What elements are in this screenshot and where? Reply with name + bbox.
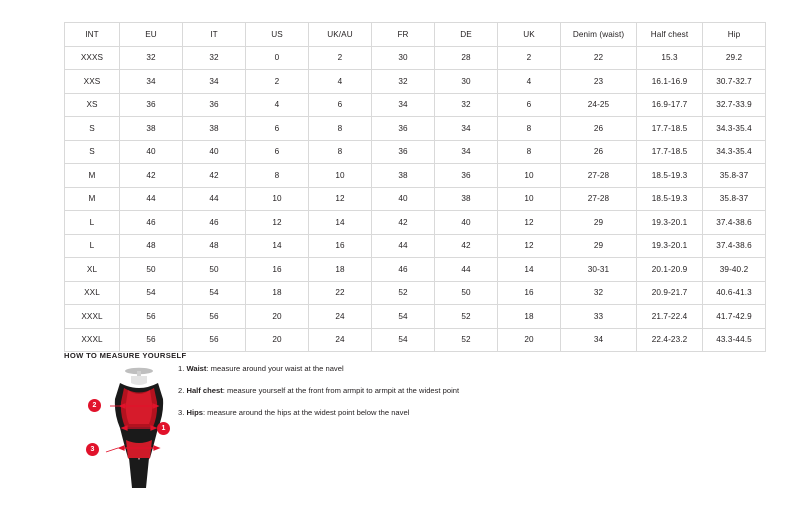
marker-badge-waist: 1	[157, 422, 170, 435]
cell-eu: 56	[120, 328, 183, 352]
cell-half-chest: 15.3	[637, 46, 703, 70]
cell-uk-au: 14	[309, 211, 372, 235]
cell-de: 52	[435, 328, 498, 352]
cell-int: XXXL	[65, 305, 120, 329]
instruction-term: Hips	[186, 408, 203, 417]
cell-uk-au: 8	[309, 140, 372, 164]
cell-it: 44	[183, 187, 246, 211]
cell-int: XXXS	[65, 46, 120, 70]
cell-int: L	[65, 234, 120, 258]
cell-int: XS	[65, 93, 120, 117]
cell-us: 10	[246, 187, 309, 211]
table-row	[65, 305, 766, 329]
cell-uk: 10	[498, 187, 561, 211]
cell-us: 2	[246, 70, 309, 94]
cell-de: 50	[435, 281, 498, 305]
cell-us: 6	[246, 117, 309, 141]
cell-uk: 10	[498, 164, 561, 188]
cell-eu: 46	[120, 211, 183, 235]
cell-int: XXS	[65, 70, 120, 94]
cell-eu: 40	[120, 140, 183, 164]
table-row	[65, 187, 766, 211]
cell-eu: 50	[120, 258, 183, 282]
cell-it: 56	[183, 305, 246, 329]
instruction-waist	[178, 363, 598, 374]
cell-it: 46	[183, 211, 246, 235]
cell-int: L	[65, 211, 120, 235]
size-chart-container	[64, 22, 752, 352]
cell-denim: 22	[561, 46, 637, 70]
column-header-hip: Hip	[703, 23, 766, 47]
instruction-number: 3.	[178, 408, 185, 417]
cell-de: 44	[435, 258, 498, 282]
table-row	[65, 281, 766, 305]
table-row	[65, 140, 766, 164]
cell-de: 38	[435, 187, 498, 211]
cell-hip: 29.2	[703, 46, 766, 70]
cell-us: 14	[246, 234, 309, 258]
table-row	[65, 70, 766, 94]
column-header-it: IT	[183, 23, 246, 47]
cell-eu: 48	[120, 234, 183, 258]
column-header-eu: EU	[120, 23, 183, 47]
cell-uk: 12	[498, 234, 561, 258]
cell-us: 8	[246, 164, 309, 188]
cell-de: 32	[435, 93, 498, 117]
column-header-de: DE	[435, 23, 498, 47]
cell-uk: 18	[498, 305, 561, 329]
cell-hip: 41.7-42.9	[703, 305, 766, 329]
cell-int: XXXL	[65, 328, 120, 352]
measurement-instructions	[178, 363, 598, 429]
cell-it: 56	[183, 328, 246, 352]
table-row	[65, 46, 766, 70]
cell-de: 42	[435, 234, 498, 258]
cell-us: 18	[246, 281, 309, 305]
cell-half-chest: 18.5-19.3	[637, 187, 703, 211]
cell-int: M	[65, 164, 120, 188]
cell-denim: 33	[561, 305, 637, 329]
cell-denim: 26	[561, 117, 637, 141]
cell-fr: 44	[372, 234, 435, 258]
cell-uk: 4	[498, 70, 561, 94]
cell-fr: 36	[372, 140, 435, 164]
cell-denim: 23	[561, 70, 637, 94]
cell-fr: 54	[372, 305, 435, 329]
cell-half-chest: 19.3-20.1	[637, 211, 703, 235]
cell-uk: 16	[498, 281, 561, 305]
cell-eu: 32	[120, 46, 183, 70]
cell-us: 6	[246, 140, 309, 164]
table-row	[65, 164, 766, 188]
marker-badge-hips: 3	[86, 443, 99, 456]
cell-int: S	[65, 140, 120, 164]
table-header-row	[65, 23, 766, 47]
column-header-half-chest: Half chest	[637, 23, 703, 47]
cell-int: S	[65, 117, 120, 141]
cell-fr: 54	[372, 328, 435, 352]
cell-fr: 42	[372, 211, 435, 235]
cell-de: 34	[435, 140, 498, 164]
cell-half-chest: 20.9-21.7	[637, 281, 703, 305]
cell-hip: 34.3-35.4	[703, 117, 766, 141]
cell-uk-au: 12	[309, 187, 372, 211]
cell-hip: 34.3-35.4	[703, 140, 766, 164]
cell-it: 34	[183, 70, 246, 94]
cell-uk: 20	[498, 328, 561, 352]
cell-fr: 52	[372, 281, 435, 305]
cell-uk-au: 8	[309, 117, 372, 141]
cell-hip: 37.4-38.6	[703, 234, 766, 258]
cell-eu: 36	[120, 93, 183, 117]
cell-half-chest: 22.4-23.2	[637, 328, 703, 352]
cell-denim: 24-25	[561, 93, 637, 117]
cell-uk: 14	[498, 258, 561, 282]
cell-uk-au: 22	[309, 281, 372, 305]
cell-de: 52	[435, 305, 498, 329]
cell-it: 42	[183, 164, 246, 188]
table-row	[65, 93, 766, 117]
cell-eu: 54	[120, 281, 183, 305]
table-row	[65, 211, 766, 235]
cell-uk-au: 16	[309, 234, 372, 258]
instruction-term: Waist	[186, 364, 207, 373]
cell-us: 0	[246, 46, 309, 70]
cell-half-chest: 18.5-19.3	[637, 164, 703, 188]
cell-uk: 8	[498, 117, 561, 141]
table-row	[65, 117, 766, 141]
cell-half-chest: 16.9-17.7	[637, 93, 703, 117]
cell-it: 38	[183, 117, 246, 141]
cell-us: 4	[246, 93, 309, 117]
cell-us: 12	[246, 211, 309, 235]
cell-eu: 44	[120, 187, 183, 211]
table-row	[65, 258, 766, 282]
cell-fr: 36	[372, 117, 435, 141]
instruction-text: : measure yourself at the front from armpit to armpit at the widest point	[222, 386, 460, 395]
cell-int: XL	[65, 258, 120, 282]
cell-denim: 29	[561, 211, 637, 235]
cell-de: 36	[435, 164, 498, 188]
cell-denim: 30-31	[561, 258, 637, 282]
cell-hip: 35.8-37	[703, 187, 766, 211]
cell-it: 48	[183, 234, 246, 258]
cell-uk: 6	[498, 93, 561, 117]
marker-badge-half-chest: 2	[88, 399, 101, 412]
cell-hip: 43.3-44.5	[703, 328, 766, 352]
cell-hip: 35.8-37	[703, 164, 766, 188]
cell-eu: 56	[120, 305, 183, 329]
column-header-uk: UK	[498, 23, 561, 47]
cell-it: 40	[183, 140, 246, 164]
cell-uk-au: 24	[309, 305, 372, 329]
column-header-us: US	[246, 23, 309, 47]
cell-half-chest: 17.7-18.5	[637, 117, 703, 141]
cell-eu: 42	[120, 164, 183, 188]
cell-uk: 8	[498, 140, 561, 164]
instruction-text: : measure around the hips at the widest point below the navel	[202, 408, 410, 417]
cell-uk-au: 4	[309, 70, 372, 94]
cell-uk-au: 6	[309, 93, 372, 117]
cell-half-chest: 16.1-16.9	[637, 70, 703, 94]
size-chart-body	[65, 46, 766, 352]
cell-hip: 32.7-33.9	[703, 93, 766, 117]
cell-uk-au: 10	[309, 164, 372, 188]
size-chart-table	[64, 22, 766, 352]
cell-denim: 26	[561, 140, 637, 164]
cell-fr: 32	[372, 70, 435, 94]
cell-de: 28	[435, 46, 498, 70]
cell-denim: 27-28	[561, 187, 637, 211]
cell-half-chest: 19.3-20.1	[637, 234, 703, 258]
cell-de: 40	[435, 211, 498, 235]
cell-fr: 34	[372, 93, 435, 117]
instruction-hips	[178, 407, 598, 418]
cell-hip: 30.7-32.7	[703, 70, 766, 94]
column-header-int: INT	[65, 23, 120, 47]
cell-fr: 46	[372, 258, 435, 282]
table-row	[65, 328, 766, 352]
column-header-denim-waist: Denim (waist)	[561, 23, 637, 47]
cell-it: 32	[183, 46, 246, 70]
cell-denim: 27-28	[561, 164, 637, 188]
instruction-term: Half chest	[186, 386, 223, 395]
cell-hip: 39-40.2	[703, 258, 766, 282]
cell-us: 20	[246, 328, 309, 352]
cell-half-chest: 20.1-20.9	[637, 258, 703, 282]
how-to-measure-title: HOW TO MEASURE YOURSELF	[64, 351, 187, 360]
cell-uk: 2	[498, 46, 561, 70]
cell-de: 34	[435, 117, 498, 141]
cell-uk-au: 18	[309, 258, 372, 282]
cell-eu: 38	[120, 117, 183, 141]
cell-fr: 30	[372, 46, 435, 70]
instruction-text: : measure around your waist at the navel	[206, 364, 344, 373]
cell-hip: 37.4-38.6	[703, 211, 766, 235]
cell-us: 16	[246, 258, 309, 282]
cell-uk: 12	[498, 211, 561, 235]
instruction-number: 2.	[178, 386, 185, 395]
cell-it: 54	[183, 281, 246, 305]
cell-int: M	[65, 187, 120, 211]
column-header-uk-au: UK/AU	[309, 23, 372, 47]
cell-denim: 32	[561, 281, 637, 305]
cell-half-chest: 21.7-22.4	[637, 305, 703, 329]
cell-fr: 38	[372, 164, 435, 188]
instruction-number: 1.	[178, 364, 185, 373]
cell-eu: 34	[120, 70, 183, 94]
cell-denim: 29	[561, 234, 637, 258]
cell-int: XXL	[65, 281, 120, 305]
cell-hip: 40.6-41.3	[703, 281, 766, 305]
table-row	[65, 234, 766, 258]
cell-denim: 34	[561, 328, 637, 352]
size-chart-header	[65, 23, 766, 47]
cell-half-chest: 17.7-18.5	[637, 140, 703, 164]
cell-uk-au: 2	[309, 46, 372, 70]
cell-us: 20	[246, 305, 309, 329]
instruction-half-chest	[178, 385, 598, 396]
cell-it: 36	[183, 93, 246, 117]
cell-de: 30	[435, 70, 498, 94]
cell-uk-au: 24	[309, 328, 372, 352]
cell-it: 50	[183, 258, 246, 282]
column-header-fr: FR	[372, 23, 435, 47]
cell-fr: 40	[372, 187, 435, 211]
